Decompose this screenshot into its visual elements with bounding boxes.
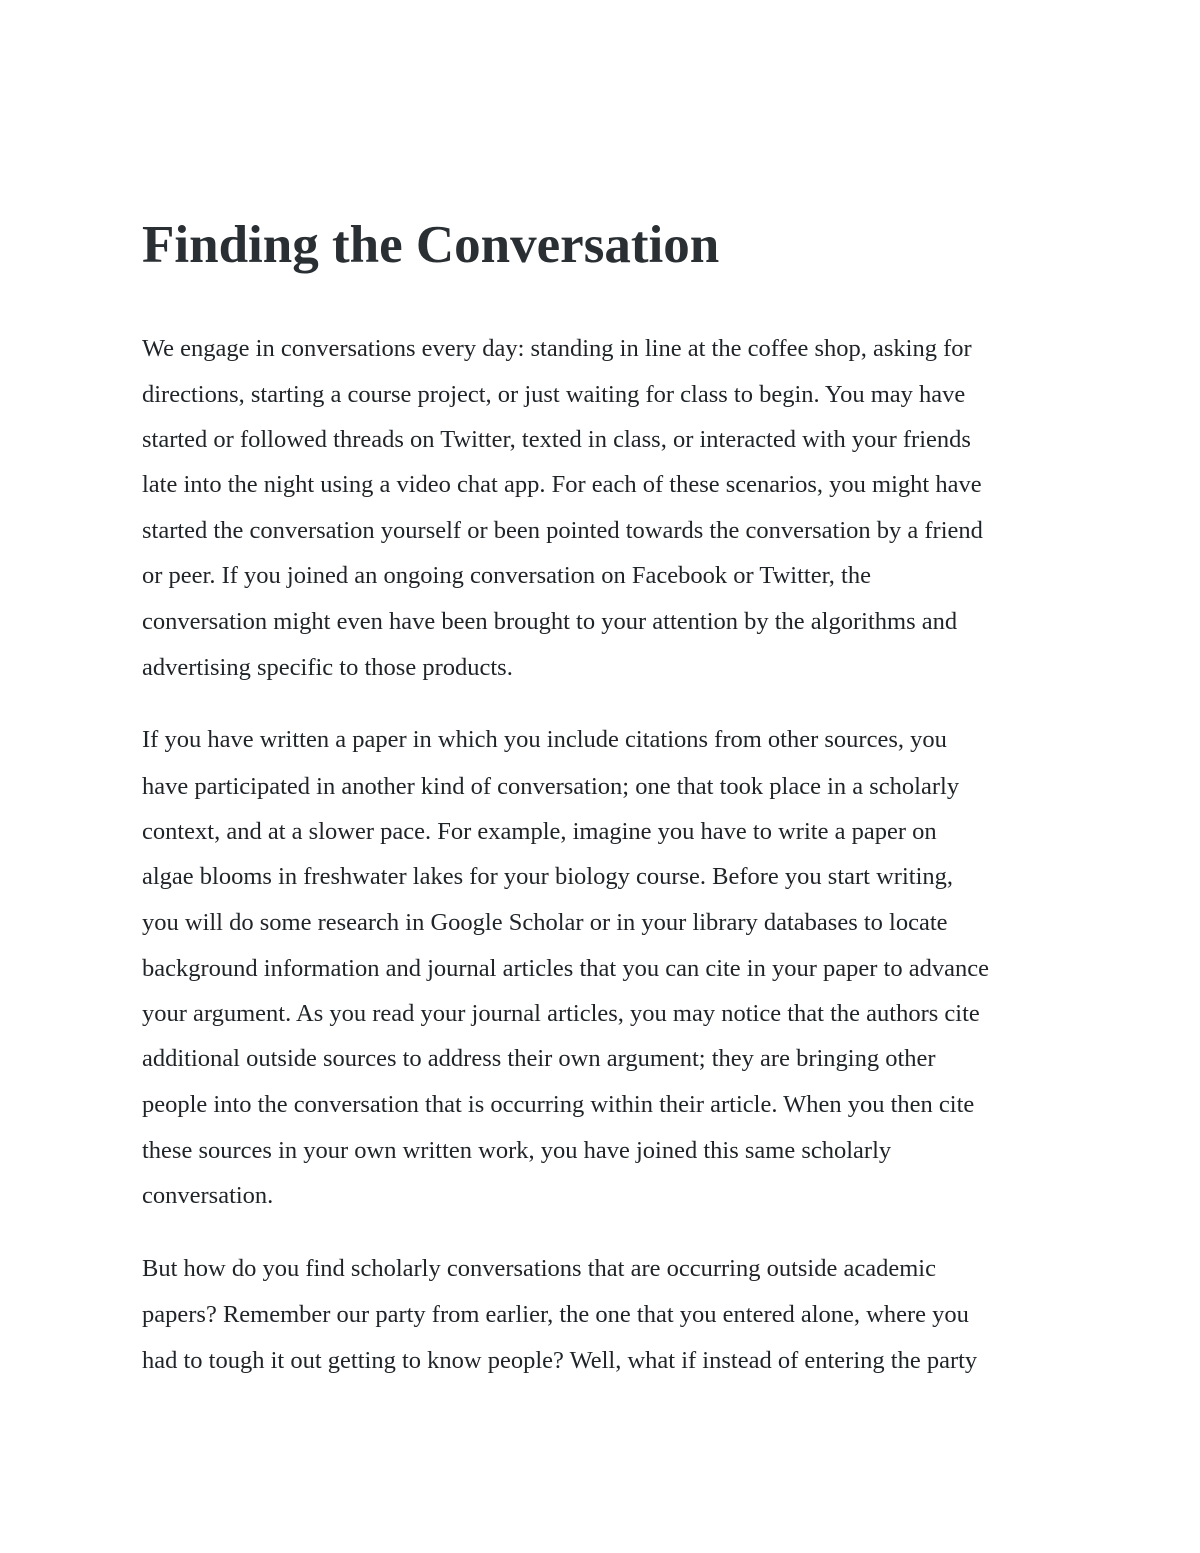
paragraph-line: algae blooms in freshwater lakes for your biology course. Before you start writing, [142, 863, 954, 890]
paragraph-line: conversation. [142, 1182, 274, 1209]
paragraph-line: started the conversation yourself or been pointed towards the conversation by a friend [142, 517, 983, 544]
paragraph-line: started or followed threads on Twitter, texted in class, or interacted with your friends [142, 426, 971, 453]
paragraph-line: papers? Remember our party from earlier, the one that you entered alone, where you [142, 1301, 969, 1328]
paragraph-line: have participated in another kind of conversation; one that took place in a scholarly [142, 773, 960, 800]
paragraph-line: background information and journal articles that you can cite in your paper to advance [142, 955, 989, 982]
paragraph-line: additional outside sources to address their own argument; they are bringing other [142, 1045, 936, 1072]
paragraph-line: conversation might even have been brought to your attention by the algorithms and [142, 608, 958, 635]
paragraph-line: had to tough it out getting to know people? Well, what if instead of entering the party [142, 1347, 978, 1374]
paragraph-line: context, and at a slower pace. For example, imagine you have to write a paper on [142, 818, 937, 845]
paragraph-line: these sources in your own written work, you have joined this same scholarly [142, 1137, 892, 1164]
paragraph-line: But how do you find scholarly conversations that are occurring outside academic [142, 1255, 936, 1282]
paragraph-line: you will do some research in Google Scholar or in your library databases to locate [142, 909, 948, 936]
paragraph-line: people into the conversation that is occurring within their article. When you then cite [142, 1091, 975, 1118]
paragraph-line: directions, starting a course project, or just waiting for class to begin. You may have [142, 381, 966, 408]
paragraph-line: your argument. As you read your journal articles, you may notice that the authors cite [142, 1000, 980, 1027]
paragraph-line: late into the night using a video chat app. For each of these scenarios, you might have [142, 471, 982, 498]
paragraph-line: We engage in conversations every day: standing in line at the coffee shop, asking for [142, 335, 972, 362]
page-title: Finding the Conversation [142, 216, 720, 274]
paragraph-line: or peer. If you joined an ongoing conversation on Facebook or Twitter, the [142, 562, 871, 589]
paragraph-line: If you have written a paper in which you include citations from other sources, you [142, 726, 947, 753]
paragraph-line: advertising specific to those products. [142, 654, 513, 681]
